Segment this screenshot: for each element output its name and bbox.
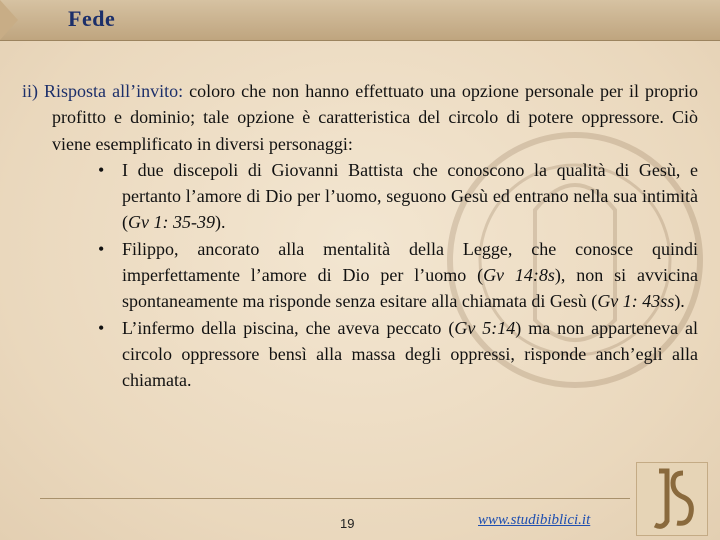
list-item (98, 315, 698, 394)
bullet-text: Filippo, ancorato alla mentalità della Legge, che conosce quindi imperfettamente l’amore di Dio per l’uomo ( (122, 238, 698, 286)
scripture-ref: Gv 5:14 (454, 317, 516, 338)
studi-biblici-logo-icon (636, 462, 708, 536)
scripture-ref: Gv 1: 35-39 (128, 212, 215, 233)
bullet-text: ), non si avvicina spontaneamente ma risponde senza esitare alla chiamata di Gesù ( (122, 265, 698, 312)
bullet-list (22, 157, 698, 394)
intro-label: ii) Risposta all’invito: (22, 81, 184, 101)
bullet-dot-icon: • (98, 159, 105, 180)
scripture-ref: Gv 14:8s (483, 265, 555, 286)
bullet-text: ) ma non apparteneva al circolo oppressore bensì alla massa degli oppressi, risponde anch’egli alla chiamata. (122, 317, 698, 391)
intro-paragraph (22, 78, 698, 157)
intro-text: coloro che non hanno effettuato una opzione personale per il proprio profitto e dominio; tale opzione è caratteristica del circolo di potere oppressore. Ciò viene esemplificato in diversi personaggi: (52, 81, 698, 154)
website-link[interactable]: www.studibiblici.it (478, 512, 591, 528)
footer-divider (40, 498, 630, 499)
bullet-dot-icon: • (98, 317, 105, 338)
main-content (22, 78, 698, 394)
scripture-ref: Gv 1: 43ss (597, 291, 675, 312)
bullet-text: ). (674, 291, 685, 312)
list-item (98, 157, 698, 236)
bullet-text: L’infermo della piscina, che aveva peccato ( (122, 317, 455, 338)
bullet-text: I due discepoli di Giovanni Battista che conoscono la qualità di Gesù, e pertanto l’amore di Dio per l’uomo, seguono Gesù ed entrano nella sua intimità ( (122, 159, 698, 233)
list-item (98, 236, 698, 315)
page-number: 19 (340, 516, 355, 531)
header-arrow-icon (0, 0, 18, 40)
header-bar (0, 0, 720, 41)
page-title: Fede (68, 6, 116, 31)
bullet-text: ). (214, 212, 226, 233)
bullet-dot-icon: • (98, 238, 105, 259)
